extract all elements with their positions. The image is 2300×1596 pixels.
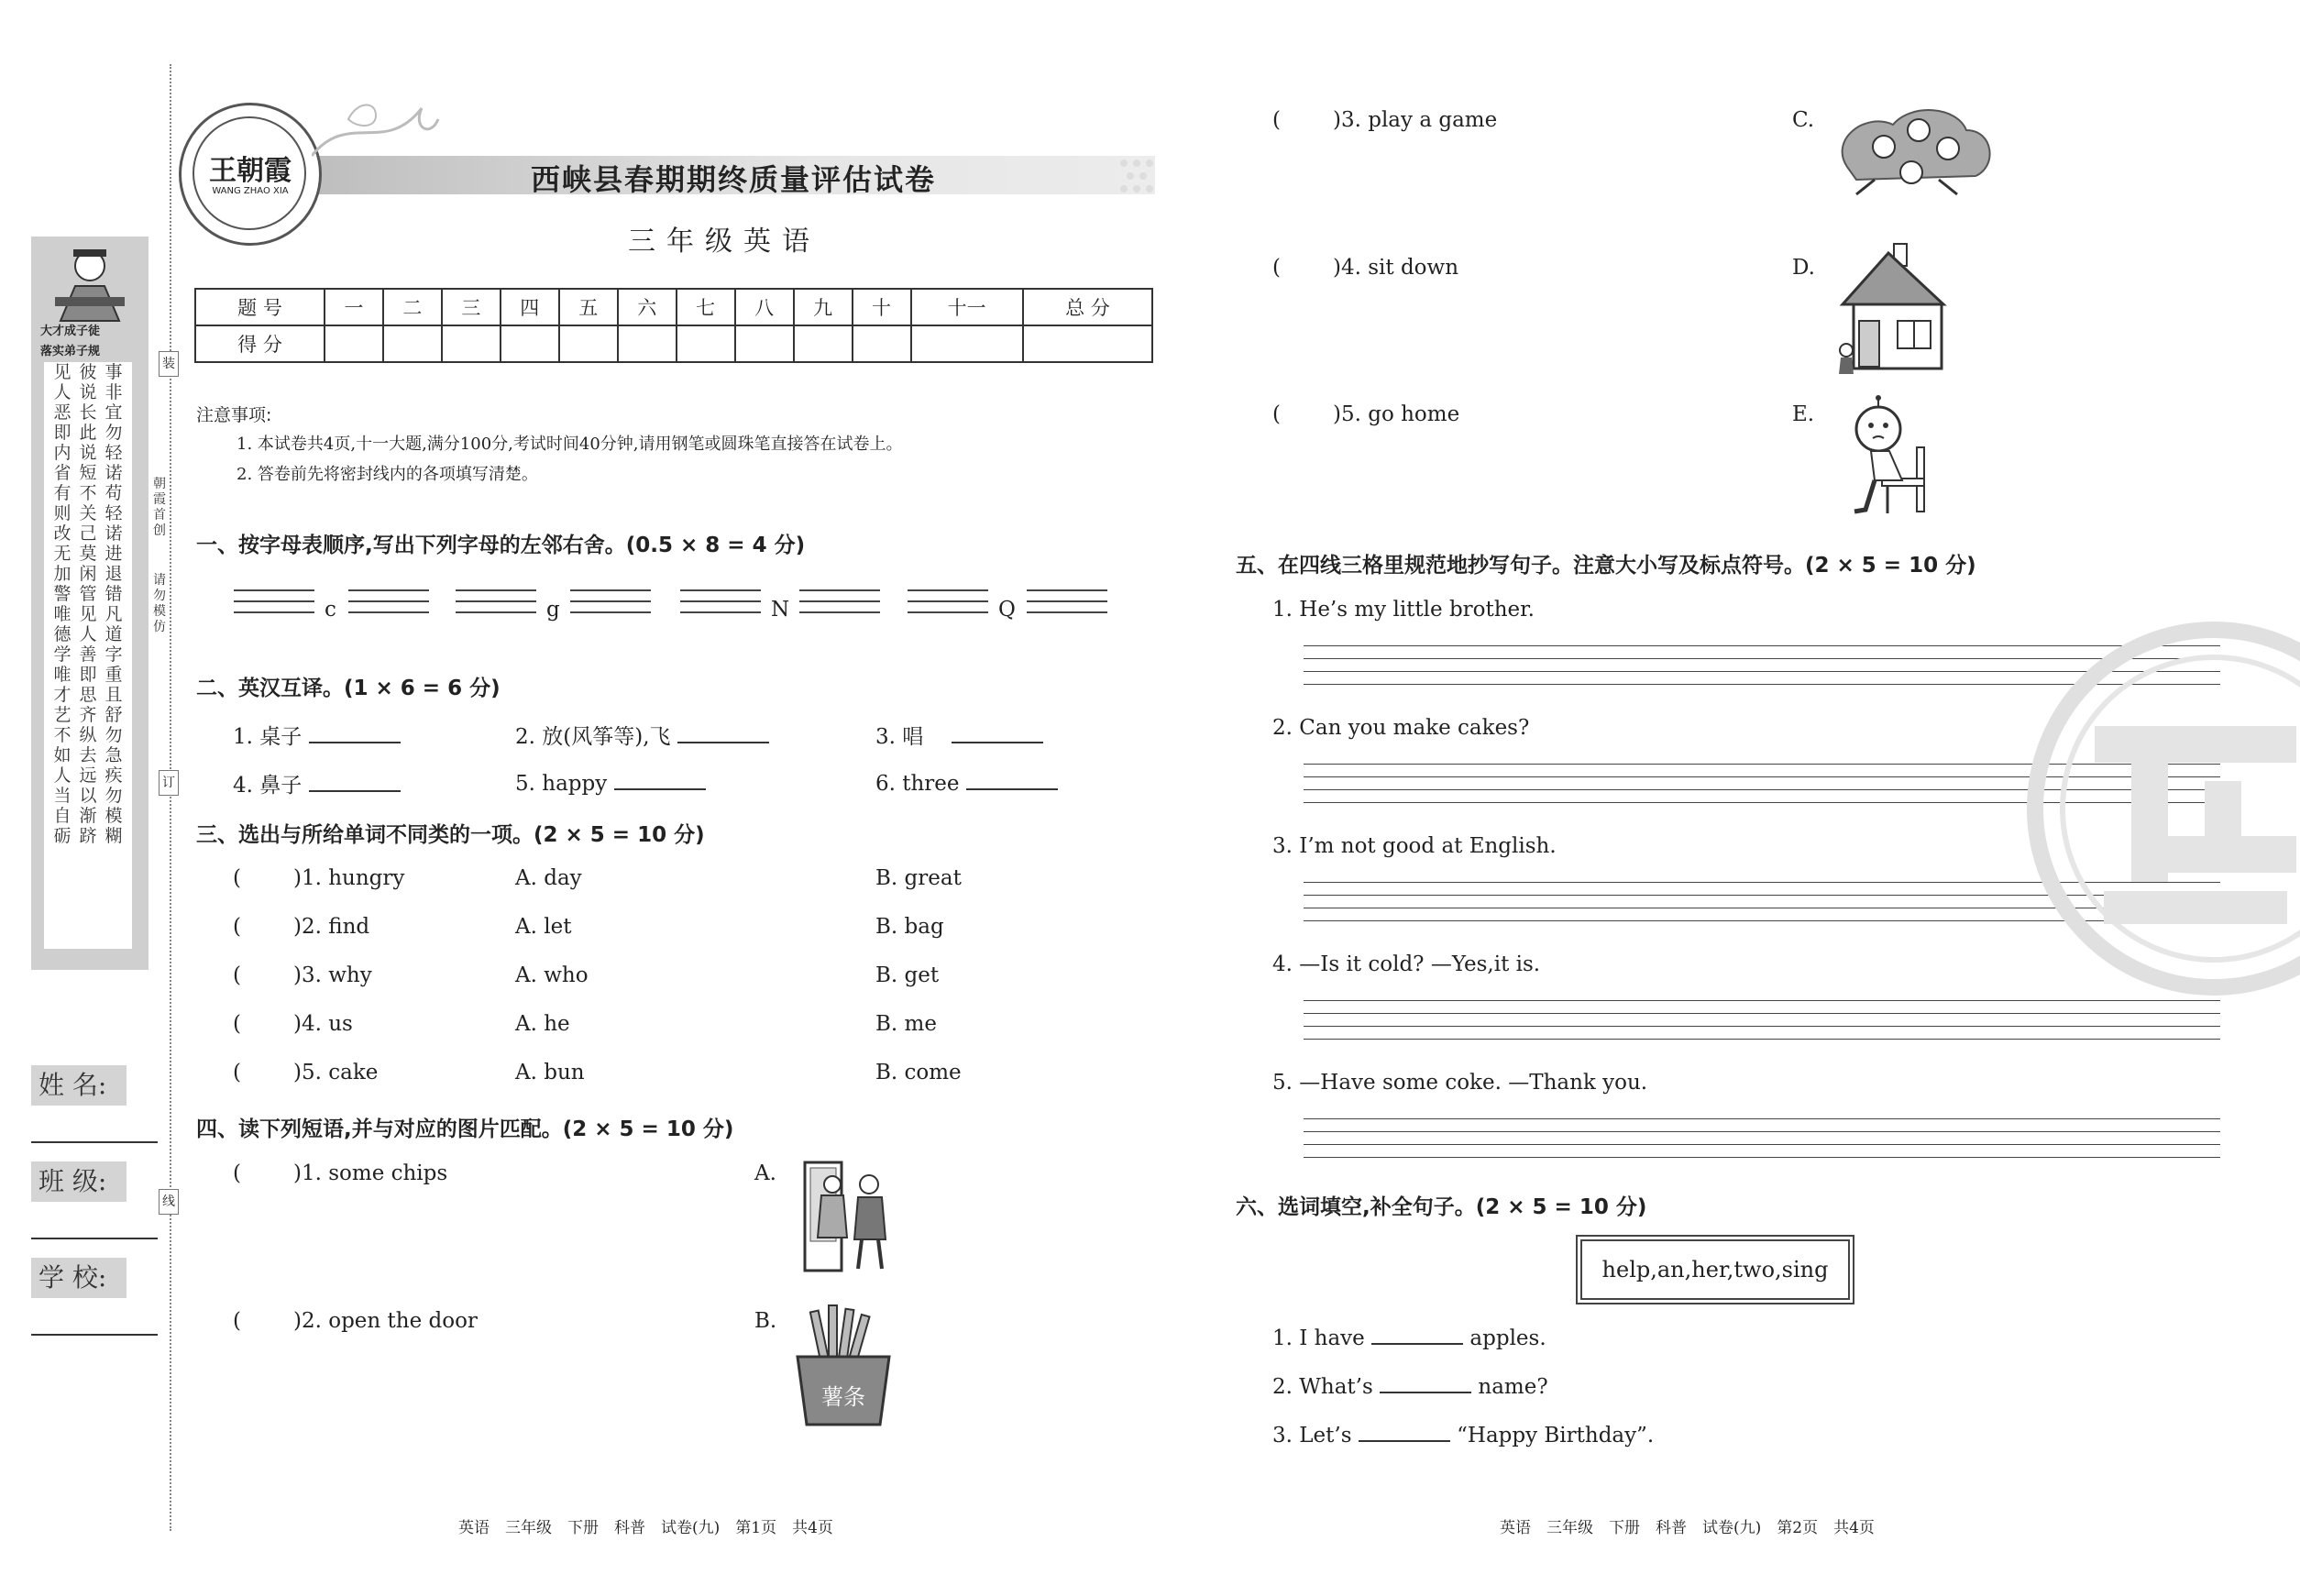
- choice-question: )1. hungry: [293, 866, 405, 890]
- motto-col-3: 事非宜勿轻诺苟轻诺进退错凡道字重且舒勿急疾勿模糊: [105, 362, 123, 846]
- score-cell: 总 分: [1023, 289, 1152, 325]
- match-option: A.: [754, 1161, 776, 1185]
- score-input[interactable]: [559, 325, 618, 362]
- score-input[interactable]: [325, 325, 383, 362]
- choice-paren[interactable]: (: [233, 1012, 241, 1036]
- copy-sentence-3: 3. I’m not good at English.: [1272, 834, 1557, 858]
- motto-head-2: 落实弟子规: [40, 345, 101, 358]
- seal-char-3: 线: [159, 1189, 179, 1215]
- fill-item-1: 1. I have apples.: [1272, 1323, 1546, 1350]
- house-picture-icon: [1832, 240, 1951, 376]
- choice-option-b: B. come: [875, 1061, 962, 1084]
- logo-name: 王朝霞: [209, 155, 292, 187]
- letter-blank-left[interactable]: [908, 589, 988, 622]
- notice-title: 注意事项:: [196, 405, 272, 425]
- exam-subtitle: 三年级英语: [628, 226, 820, 258]
- seal-dotted-line: [170, 64, 171, 1531]
- score-input[interactable]: [383, 325, 442, 362]
- choice-option-a: A. he: [515, 1012, 570, 1036]
- score-cell: 十一: [911, 289, 1023, 325]
- choice-option-b: B. bag: [875, 915, 944, 939]
- section-1-title: 一、按字母表顺序,写出下列字母的左邻右舍。(0.5 × 8 = 4 分): [196, 534, 806, 557]
- match-paren[interactable]: (: [233, 1161, 241, 1185]
- score-input[interactable]: [1023, 325, 1152, 362]
- letter-blank-left[interactable]: [234, 589, 314, 622]
- match-paren[interactable]: (: [1272, 402, 1281, 426]
- copy-sentence-1: 1. He’s my little brother.: [1272, 598, 1535, 622]
- letter-c: c: [325, 598, 336, 622]
- match-phrase: )1. some chips: [293, 1161, 448, 1185]
- score-cell: 八: [735, 289, 794, 325]
- score-input[interactable]: [442, 325, 501, 362]
- score-cell: 五: [559, 289, 618, 325]
- choice-option-a: A. bun: [515, 1061, 585, 1084]
- motto-col-1: 见人恶即内省有则改无加警唯德学唯才艺不如人当自砺: [53, 362, 72, 846]
- vertical-note-1: 朝霞首创: [153, 477, 166, 538]
- choice-option-a: A. who: [515, 963, 589, 987]
- score-header-row: [195, 289, 1152, 325]
- answer-blank[interactable]: [952, 721, 1043, 743]
- letter-blank-right[interactable]: [570, 589, 651, 622]
- watermark-seal-icon: [2021, 616, 2300, 1001]
- four-line-grid[interactable]: [1304, 1118, 2220, 1166]
- chips-label: 薯条: [821, 1384, 865, 1410]
- pattern-icon: [1118, 158, 1155, 194]
- choice-option-a: A. let: [515, 915, 572, 939]
- chips-picture-icon: [788, 1302, 898, 1430]
- answer-blank[interactable]: [309, 721, 401, 743]
- match-paren[interactable]: (: [233, 1309, 241, 1333]
- choice-question: )4. us: [293, 1012, 353, 1036]
- school-line[interactable]: [31, 1334, 158, 1336]
- score-cell: 四: [501, 289, 559, 325]
- section-4-title: 四、读下列短语,并与对应的图片匹配。(2 × 5 = 10 分): [196, 1117, 734, 1141]
- score-table: [194, 288, 1153, 363]
- four-line-grid[interactable]: [1304, 1000, 2220, 1048]
- answer-blank[interactable]: [677, 721, 769, 743]
- copy-sentence-2: 2. Can you make cakes?: [1272, 716, 1530, 740]
- choice-option-b: B. great: [875, 866, 962, 890]
- open-door-picture-icon: [798, 1157, 908, 1278]
- score-cell: 七: [677, 289, 735, 325]
- match-paren[interactable]: (: [1272, 256, 1281, 280]
- notice-item-1: 1. 本试卷共4页,十一大题,满分100分,考试时间40分钟,请用钢笔或圆珠笔直接答在试卷上。: [237, 435, 903, 454]
- logo-badge: [179, 103, 322, 246]
- exam-title: 西峡县春期期终质量评估试卷: [530, 162, 936, 197]
- copy-sentence-5: 5. —Have some coke. —Thank you.: [1272, 1071, 1648, 1095]
- play-game-picture-icon: [1829, 103, 1996, 205]
- choice-question: )3. why: [293, 963, 372, 987]
- section-6-title: 六、选词填空,补全句子。(2 × 5 = 10 分): [1236, 1195, 1647, 1219]
- score-cell: 一: [325, 289, 383, 325]
- score-input[interactable]: [501, 325, 559, 362]
- motto-text: [44, 362, 132, 949]
- choice-paren[interactable]: (: [233, 1061, 241, 1084]
- letter-blank-left[interactable]: [456, 589, 536, 622]
- class-label: 班 级:: [31, 1161, 127, 1202]
- score-cell: 三: [442, 289, 501, 325]
- choice-paren[interactable]: (: [233, 963, 241, 987]
- match-phrase: )4. sit down: [1333, 256, 1459, 280]
- school-label: 学 校:: [31, 1258, 127, 1298]
- notice-item-2: 2. 答卷前先将密封线内的各项填写清楚。: [237, 465, 538, 484]
- match-option: C.: [1792, 108, 1815, 132]
- letter-Q: Q: [998, 598, 1016, 622]
- section-5-title: 五、在四线三格里规范地抄写句子。注意大小写及标点符号。(2 × 5 = 10 分): [1236, 554, 1976, 578]
- choice-paren[interactable]: (: [233, 866, 241, 890]
- answer-blank[interactable]: [309, 770, 401, 792]
- choice-option-b: B. me: [875, 1012, 937, 1036]
- score-cell: 题 号: [195, 289, 325, 325]
- class-line[interactable]: [31, 1238, 158, 1239]
- copy-sentence-4: 4. —Is it cold? —Yes,it is.: [1272, 952, 1541, 976]
- match-paren[interactable]: (: [1272, 108, 1281, 132]
- score-input[interactable]: [677, 325, 735, 362]
- score-input[interactable]: [853, 325, 911, 362]
- translate-item-6: 6. three: [875, 768, 1058, 796]
- section-3-title: 三、选出与所给单词不同类的一项。(2 × 5 = 10 分): [196, 823, 705, 847]
- score-cell: 九: [794, 289, 853, 325]
- choice-option-a: A. day: [515, 866, 582, 890]
- seal-char-1: 装: [159, 351, 179, 377]
- match-phrase: )3. play a game: [1333, 108, 1498, 132]
- choice-question: )2. find: [293, 915, 370, 939]
- letter-g: g: [546, 598, 560, 622]
- answer-blank[interactable]: [614, 768, 706, 790]
- translate-item-4: 4. 鼻子: [233, 768, 401, 798]
- answer-blank[interactable]: [966, 768, 1058, 790]
- letter-blank-right[interactable]: [348, 589, 429, 622]
- score-input[interactable]: [618, 325, 677, 362]
- score-value-row: [195, 325, 1152, 362]
- letter-blank-right[interactable]: [799, 589, 880, 622]
- translate-item-5: 5. happy: [515, 768, 706, 796]
- ribbon-icon: [312, 101, 440, 165]
- match-phrase: )5. go home: [1333, 402, 1460, 426]
- letter-N: N: [771, 598, 790, 622]
- score-cell: 十: [853, 289, 911, 325]
- score-input[interactable]: [735, 325, 794, 362]
- match-phrase: )2. open the door: [293, 1309, 478, 1333]
- translate-item-3: 3. 唱: [875, 720, 1043, 750]
- answer-blank[interactable]: [1359, 1420, 1450, 1442]
- match-option: D.: [1792, 256, 1815, 280]
- score-cell: 二: [383, 289, 442, 325]
- letter-blank-left[interactable]: [680, 589, 761, 622]
- translate-item-1: 1. 桌子: [233, 720, 401, 750]
- score-label: 得 分: [195, 325, 325, 362]
- translate-item-2: 2. 放(风筝等),飞: [515, 720, 769, 750]
- score-cell: 六: [618, 289, 677, 325]
- fill-item-2: 2. What’s name?: [1272, 1371, 1548, 1399]
- choice-paren[interactable]: (: [233, 915, 241, 939]
- name-line[interactable]: [31, 1141, 158, 1143]
- sit-down-picture-icon: [1838, 394, 1946, 519]
- answer-blank[interactable]: [1380, 1371, 1471, 1393]
- name-label: 姓 名:: [31, 1065, 127, 1106]
- seal-char-2: 订: [159, 770, 179, 796]
- answer-blank[interactable]: [1371, 1323, 1463, 1345]
- motto-col-2: 彼说长此说短不关己莫闲管见人善即思齐纵去远以渐跻: [79, 362, 97, 846]
- footer-left: 英语 三年级 下册 科普 试卷(九) 第1页 共4页: [458, 1519, 833, 1537]
- vertical-note-2: 请勿模仿: [153, 573, 166, 634]
- motto-head-1: 大才成子徒: [40, 325, 101, 338]
- score-input[interactable]: [794, 325, 853, 362]
- logo-sub: WANG ZHAO XIA: [212, 186, 289, 196]
- section-2-title: 二、英汉互译。(1 × 6 = 6 分): [196, 677, 501, 700]
- word-bank: help,an,her,two,sing: [1580, 1239, 1850, 1300]
- choice-question: )5. cake: [293, 1061, 379, 1084]
- match-option: E.: [1792, 402, 1815, 426]
- match-option: B.: [754, 1309, 777, 1333]
- score-input[interactable]: [911, 325, 1023, 362]
- fill-item-3: 3. Let’s “Happy Birthday”.: [1272, 1420, 1654, 1447]
- letter-blank-right[interactable]: [1027, 589, 1107, 622]
- footer-right: 英语 三年级 下册 科普 试卷(九) 第2页 共4页: [1500, 1519, 1875, 1537]
- choice-option-b: B. get: [875, 963, 940, 987]
- scholar-icon: [48, 240, 132, 325]
